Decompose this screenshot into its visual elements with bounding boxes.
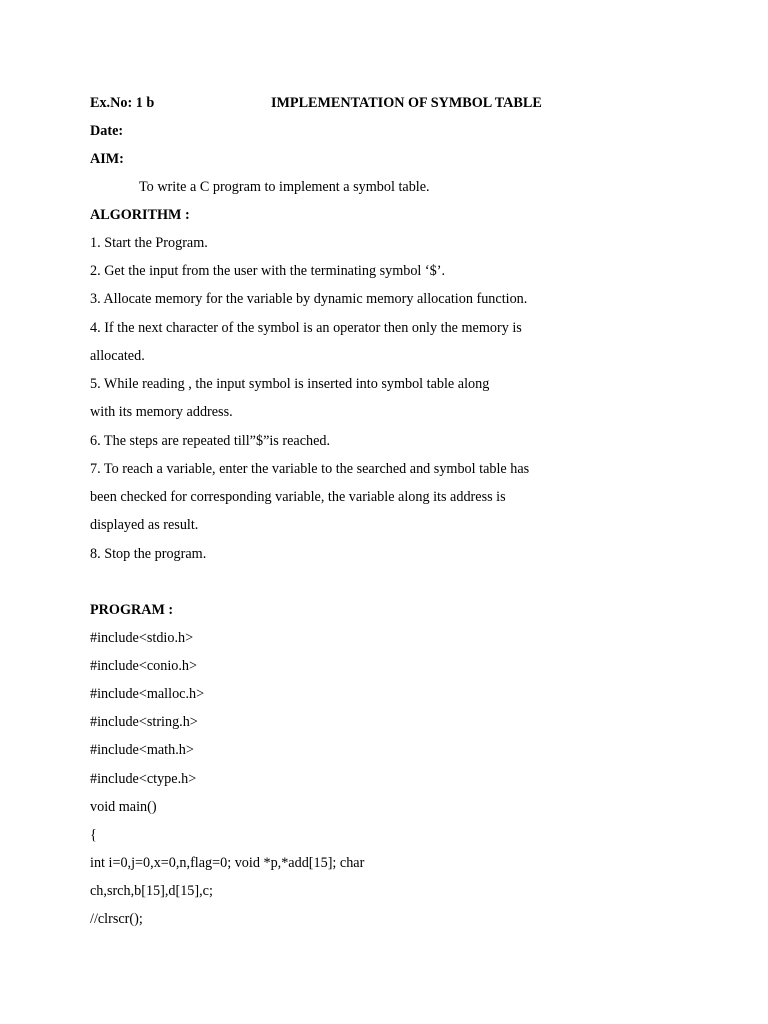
- algorithm-line: displayed as result.: [90, 517, 199, 533]
- code-line: {: [90, 827, 97, 843]
- algorithm-line: 2. Get the input from the user with the terminating symbol ‘$’.: [90, 263, 446, 279]
- code-line: #include<conio.h>: [90, 658, 198, 674]
- aim-text: To write a C program to implement a symbol table.: [139, 179, 430, 195]
- algorithm-line: 3. Allocate memory for the variable by dynamic memory allocation function.: [90, 291, 528, 307]
- algorithm-line: been checked for corresponding variable, the variable along its address is: [90, 489, 506, 505]
- code-line: void main(): [90, 799, 157, 815]
- algorithm-line: 6. The steps are repeated till”$”is reached.: [90, 433, 331, 449]
- algorithm-line: 5. While reading , the input symbol is inserted into symbol table along: [90, 376, 490, 392]
- algorithm-heading: ALGORITHM :: [90, 207, 190, 223]
- algorithm-line: with its memory address.: [90, 404, 233, 420]
- algorithm-line: 4. If the next character of the symbol is an operator then only the memory is: [90, 320, 522, 336]
- code-line: #include<math.h>: [90, 742, 194, 758]
- date-label: Date:: [90, 123, 124, 139]
- algorithm-line: 1. Start the Program.: [90, 235, 208, 251]
- code-line: int i=0,j=0,x=0,n,flag=0; void *p,*add[15]; char: [90, 855, 365, 871]
- document-title: IMPLEMENTATION OF SYMBOL TABLE: [271, 95, 542, 111]
- algorithm-line: allocated.: [90, 348, 145, 364]
- program-heading: PROGRAM :: [90, 602, 174, 618]
- code-line: #include<malloc.h>: [90, 686, 205, 702]
- algorithm-line: 7. To reach a variable, enter the variable to the searched and symbol table has: [90, 461, 530, 477]
- code-line: #include<stdio.h>: [90, 630, 194, 646]
- code-line: #include<ctype.h>: [90, 771, 197, 787]
- code-line: #include<string.h>: [90, 714, 198, 730]
- code-line: //clrscr();: [90, 911, 143, 927]
- algorithm-line: 8. Stop the program.: [90, 546, 207, 562]
- code-line: ch,srch,b[15],d[15],c;: [90, 883, 213, 899]
- aim-heading: AIM:: [90, 151, 124, 167]
- exercise-number: Ex.No: 1 b: [90, 95, 155, 111]
